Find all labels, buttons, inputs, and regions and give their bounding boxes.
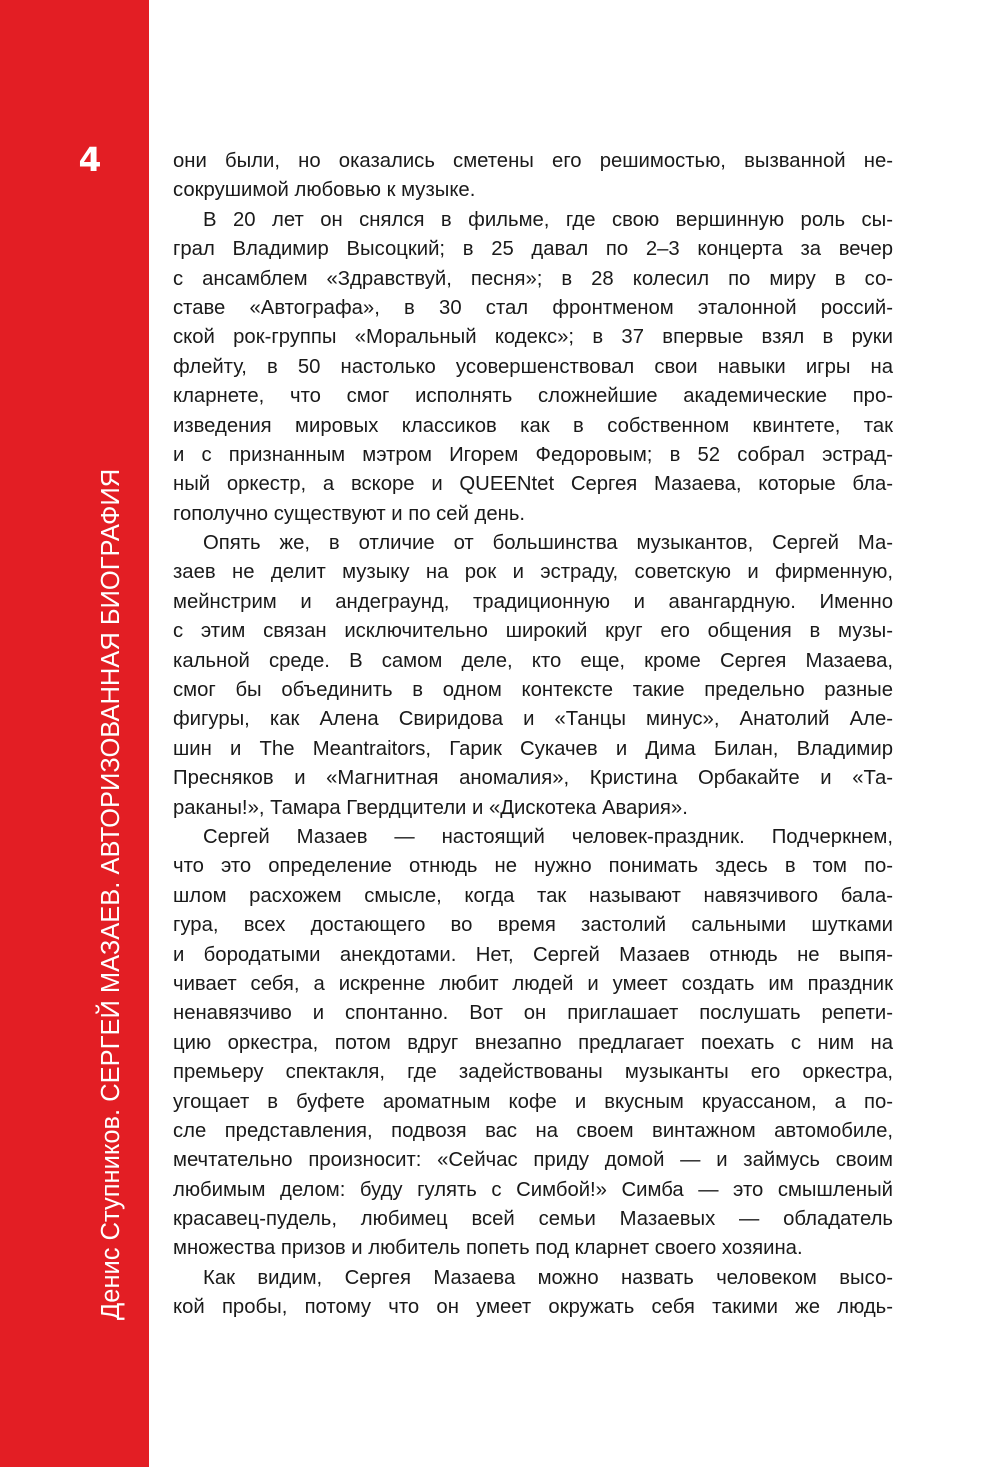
text-line: с ансамблем «Здравствуй, песня»; в 28 колесил по миру в со-	[173, 267, 893, 290]
text-line: ставе «Автографа», в 30 стал фронтменом эталонной россий-	[173, 296, 893, 319]
text-line: гополучно существуют и по сей день.	[173, 502, 526, 525]
text-line: В 20 лет он снялся в фильме, где свою вершинную роль сы-	[203, 208, 893, 231]
text-line: сле представления, подвозя вас на своем винтажном автомобиле,	[173, 1119, 893, 1142]
text-line: заев не делит музыку на рок и эстраду, советскую и фирменную,	[173, 561, 893, 584]
text-line: Сергей Мазаев — настоящий человек-праздник. Подчеркнем,	[203, 825, 893, 848]
text-line: ненавязчиво и спонтанно. Вот он приглашает послушать репети-	[173, 1002, 893, 1025]
body-text	[173, 147, 893, 1323]
text-line: кой пробы, потому что он умеет окружать себя такими же людь-	[173, 1296, 893, 1319]
text-line: фигуры, как Алена Свиридова и «Танцы минус», Анатолий Але-	[173, 708, 893, 731]
text-line: они были, но оказались сметены его решимостью, вызванной не-	[173, 150, 893, 172]
text-line: флейту, в 50 настолько усовершенствовал свои навыки игры на	[173, 355, 893, 378]
page-number: 4	[78, 140, 102, 179]
text-line: Пресняков и «Магнитная аномалия», Кристина Орбакайте и «Та-	[173, 767, 893, 790]
text-line: и бородатыми анекдотами. Нет, Сергей Мазаев отнюдь не выпя-	[173, 943, 893, 966]
text-line: множества призов и любитель попеть под кларнет своего хозяина.	[173, 1237, 803, 1260]
text-line: шлом расхожем смысле, когда так называют навязчивого бала-	[173, 884, 893, 907]
text-line: раканы!», Тамара Гвердцители и «Дискотека Авария».	[173, 796, 688, 819]
text-line: и с признанным мэтром Игорем Федоровым; в 52 собрал эстрад-	[173, 443, 893, 466]
running-head: Денис Ступников. СЕРГЕЙ МАЗАЕВ. АВТОРИЗОВАННАЯ БИОГРАФИЯ	[97, 468, 125, 1320]
text-line: кларнете, что смог исполнять сложнейшие академические про-	[173, 385, 893, 408]
text-line: изведения мировых классиков как в собственном квинтете, так	[173, 414, 893, 437]
text-line: красавец-пудель, любимец всей семьи Мазаевых — обладатель	[173, 1208, 893, 1231]
text-line: гура, всех достающего во время застолий сальными шутками	[173, 914, 893, 937]
text-line: ской рок-группы «Моральный кодекс»; в 37 впервые взял в руки	[173, 326, 893, 349]
text-line: угощает в буфете ароматным кофе и вкусным круассаном, а по-	[173, 1090, 893, 1113]
text-line: чивает себя, а искренне любит людей и умеет создать им праздник	[173, 972, 893, 995]
text-line: с этим связан исключительно широкий круг его общения в музы-	[173, 620, 893, 643]
text-line: премьеру спектакля, где задействованы музыканты его оркестра,	[173, 1061, 893, 1084]
text-line: сокрушимой любовью к музыке.	[173, 179, 476, 202]
red-sidebar	[0, 0, 149, 1467]
text-line: Опять же, в отличие от большинства музыкантов, Сергей Ма-	[203, 532, 893, 555]
text-line: мейнстрим и андеграунд, традиционную и авангардную. Именно	[173, 590, 893, 613]
text-line: грал Владимир Высоцкий; в 25 давал по 2–3 концерта за вечер	[173, 238, 893, 261]
text-line: шин и The Meantraitors, Гарик Сукачев и Дима Билан, Владимир	[173, 737, 893, 760]
text-line: кальной среде. В самом деле, кто еще, кроме Сергея Мазаева,	[173, 649, 893, 672]
text-line: любимым делом: буду гулять с Симбой!» Симба — это смышленый	[173, 1178, 893, 1201]
text-line: что это определение отнюдь не нужно понимать здесь в том по-	[173, 855, 893, 878]
text-line: смог бы объединить в одном контексте такие предельно разные	[173, 679, 893, 702]
text-line: цию оркестра, потом вдруг внезапно предлагает поехать с ним на	[173, 1031, 893, 1054]
text-line: Как видим, Сергея Мазаева можно назвать человеком высо-	[203, 1266, 893, 1289]
text-line: ный оркестр, а вскоре и QUEENtet Сергея Мазаева, которые бла-	[173, 473, 893, 496]
text-line: мечтательно произносит: «Сейчас приду домой — и займусь своим	[173, 1149, 893, 1172]
